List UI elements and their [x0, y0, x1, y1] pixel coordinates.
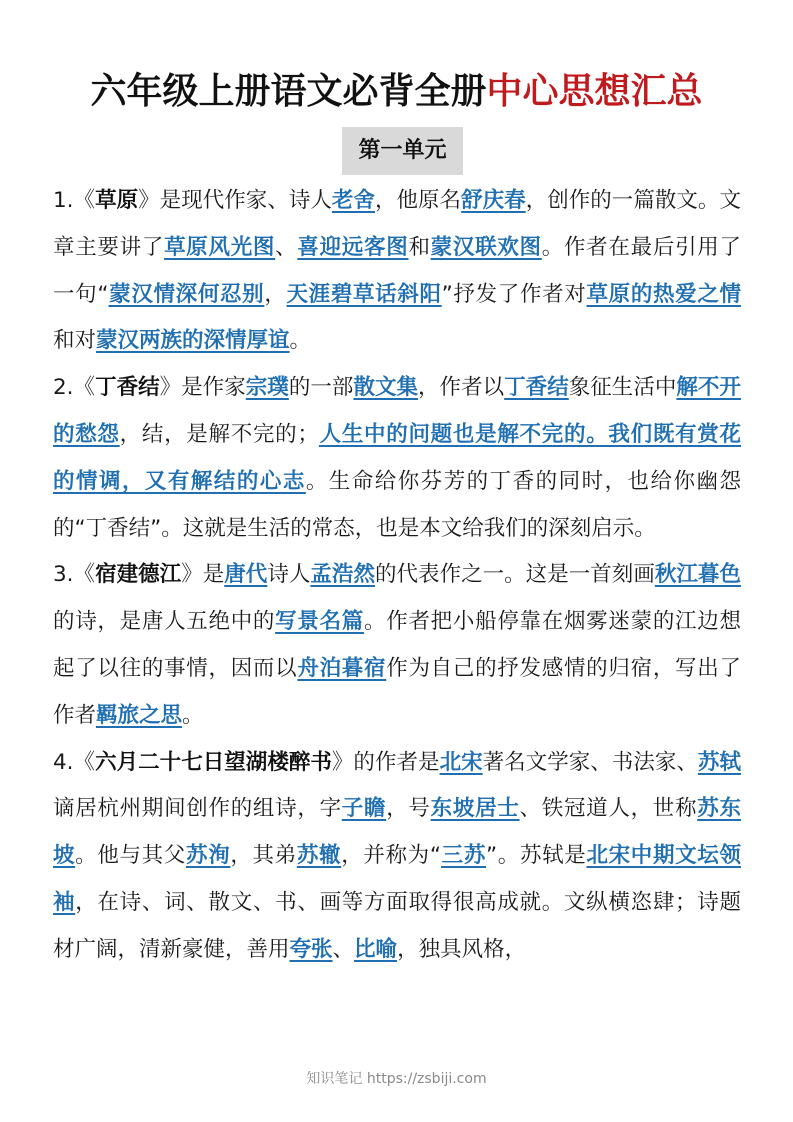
body-text: 。他与其父: [75, 843, 186, 869]
body-text: 和对: [53, 328, 97, 354]
body-text: 、: [275, 234, 298, 260]
body-text: 的一部: [288, 375, 354, 401]
key-term: 三苏: [441, 843, 486, 869]
key-term: 写景名篇: [275, 609, 365, 635]
key-term: 秋江暮色: [654, 562, 741, 588]
body-text: 、铁冠道人，世称: [519, 796, 698, 822]
body-text: 1.《: [53, 188, 96, 213]
body-text: ，独具风格，: [397, 936, 527, 962]
body-text: 诗人: [267, 562, 311, 588]
body-text: 》是: [181, 562, 225, 588]
key-term: 老舍: [331, 188, 375, 213]
footer-source: 知识笔记 https://zsbiji.com: [306, 1071, 487, 1087]
key-term: 喜迎远客图: [297, 234, 409, 260]
body-text: 2.《: [53, 375, 96, 401]
body-text: 谪居杭州期间创作的组诗，字: [53, 796, 342, 822]
key-term: 人生中的问题也是解不完的。我们既有赏花的情调，又有解结的心志: [53, 421, 741, 494]
key-term: 苏轼: [697, 749, 741, 775]
body-text: 。生命给你芬芳的丁香的同时，也给你幽怨的“丁香结”。这就是生活的常态，也是本文给我们的深刻启示。: [53, 468, 741, 541]
page-title-highlight: 中心思想汇总: [486, 71, 703, 112]
key-term: 子瞻: [341, 796, 387, 822]
key-term: 比喻: [354, 936, 398, 962]
body-text: 和: [408, 234, 431, 260]
body-text: 》的作者是: [331, 749, 440, 775]
body-text: ，他原名: [374, 188, 462, 213]
key-term: 蒙汉两族的深情厚谊: [96, 328, 290, 354]
work-title: 六月二十七日望湖楼醉书: [95, 749, 332, 775]
key-term: 草原风光图: [164, 234, 276, 260]
body-text: 4.《: [53, 749, 96, 775]
section-paragraph: [53, 552, 741, 739]
key-term: 苏洵: [186, 843, 231, 869]
body-text: ”。苏轼是: [486, 843, 587, 869]
key-term: 丁香结: [504, 375, 569, 401]
body-text: 》是现代作家、诗人: [138, 188, 332, 213]
key-term: 唐代: [224, 562, 268, 588]
body-text: ，其弟: [230, 843, 297, 869]
body-text: 。: [289, 328, 312, 354]
key-term: 孟浩然: [310, 562, 375, 588]
body-text: 。作者在最后引用了一句“: [53, 234, 741, 307]
section-paragraph: [53, 365, 741, 552]
page-title: [0, 66, 793, 118]
body-text: ，作者以: [418, 375, 505, 401]
body-text: 。: [182, 702, 204, 728]
key-term: 蒙汉联欢图: [430, 234, 542, 260]
key-term: 北宋: [439, 749, 483, 775]
key-term: 苏辙: [296, 843, 342, 869]
body-text: 3.《: [53, 562, 96, 588]
document-body: [53, 178, 741, 974]
key-term: 羁旅之思: [96, 702, 183, 728]
unit-heading: 第一单元: [342, 127, 463, 175]
page-title-main: 六年级上册语文必背全册: [90, 71, 487, 112]
body-text: ，号: [386, 796, 431, 822]
section-paragraph: [53, 740, 741, 974]
body-text: ”抒发了作者对: [441, 281, 587, 307]
body-text: 的诗，是唐人五绝中的: [53, 609, 276, 635]
key-term: 散文集: [353, 375, 419, 401]
work-title: 宿建德江: [95, 562, 182, 588]
body-text: 作为自己的抒发感情的归宿，写出了作者: [53, 655, 741, 728]
body-text: 著名文学家、书法家、: [482, 749, 698, 775]
key-term: 宗璞: [245, 375, 289, 401]
key-term: 苏东坡: [53, 796, 741, 869]
body-text: ，创作的一篇散文。文章主要讲了: [53, 188, 741, 260]
work-title: 草原: [95, 188, 139, 213]
body-text: 的代表作之一。这是一首刻画: [374, 562, 655, 588]
body-text: ，并称为“: [341, 843, 441, 869]
key-term: 解不开的愁怨: [53, 375, 741, 447]
key-term: 东坡居士: [430, 796, 520, 822]
body-text: 》是作家: [159, 375, 246, 401]
body-text: ，在诗、词、散文、书、画等方面取得很高成就。文纵横恣肆；诗题材广阔，清新豪健，善用: [53, 889, 741, 962]
key-term: 草原的热爱之情: [586, 281, 741, 307]
work-title: 丁香结: [95, 375, 160, 401]
key-term: 蒙汉情深何忍别: [108, 281, 265, 307]
body-text: ，结，是解不完的；: [119, 421, 319, 447]
body-text: 。作者把小船停靠在烟雾迷蒙的江边想起了以往的事情，因而以: [53, 609, 741, 681]
body-text: 、: [332, 936, 355, 962]
key-term: 天涯碧草话斜阳: [286, 281, 442, 307]
body-text: 象征生活中: [568, 375, 677, 401]
key-term: 北宋中期文坛领袖: [53, 843, 741, 915]
key-term: 舟泊暮宿: [297, 655, 387, 681]
body-text: ，: [264, 281, 287, 307]
key-term: 舒庆春: [461, 188, 526, 213]
section-paragraph: [53, 178, 741, 365]
key-term: 夸张: [289, 936, 333, 962]
